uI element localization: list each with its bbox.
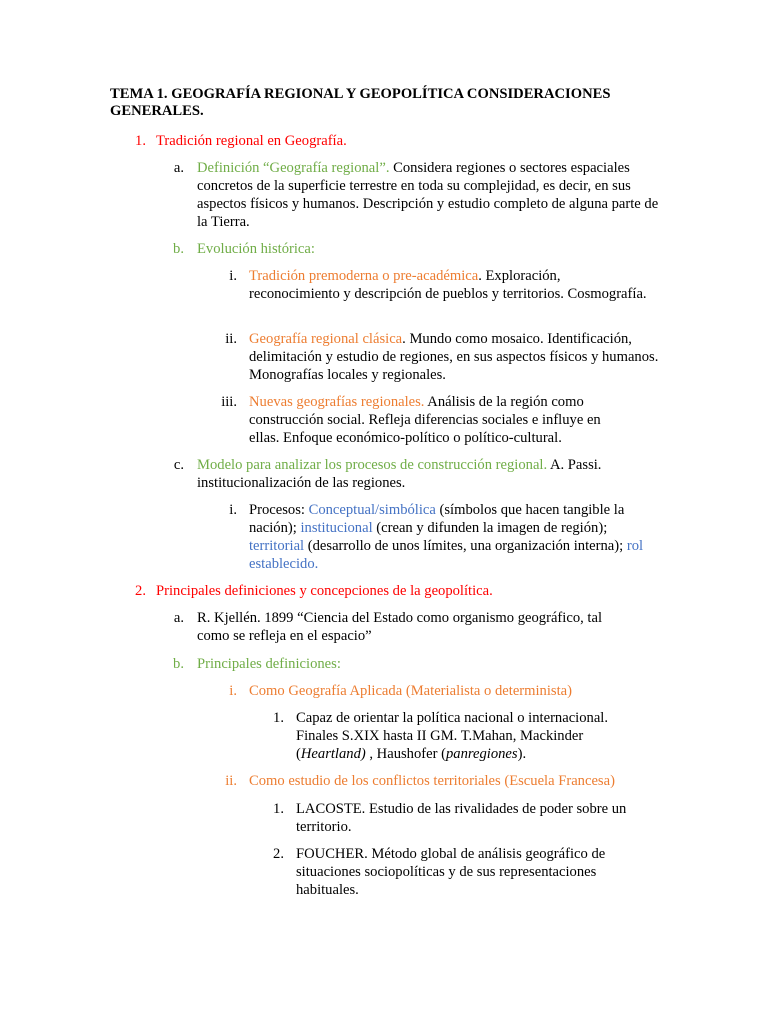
geopolitics-applied-end: ). [517,746,527,762]
process-rol: rol establecido [249,538,644,572]
item-2b-i-marker: i. [229,683,237,699]
item-2b-marker: b. [173,656,184,672]
item-2b-ii-1-text: LACOSTE. Estudio de las rivalidades de poder sobre un territorio. [296,801,627,835]
item-1b-iii-term: Nuevas geografías regionales. [249,394,425,410]
item-1c-i-marker: i. [229,502,237,518]
item-1b-ii-term: Geografía regional clásica [249,331,403,347]
process-institucional-desc: (crean y difunden la imagen de región); [372,520,608,536]
process-territorial-desc: (desarrollo de unos límites, una organización interna); [304,538,627,554]
item-1b-iii-body: Análisis de la región como construcción social. Refleja diferencias sociales e influye en ellas. Enfoque económico-político o político-cultural. [249,394,601,446]
item-1b-iii-marker: iii. [221,394,237,410]
item-1a-term: Definición “Geografía regional”. [197,160,390,176]
item-2b-i-1-text [296,709,636,763]
section-2-heading: Principales definiciones y concepciones de la geopolítica. [156,583,493,599]
item-1a-marker: a. [173,160,184,176]
item-1b-i-body: . Exploración, reconocimiento y descripción de pueblos y territorios. Cosmografía. [249,268,647,302]
term-heartland: Heartland) [300,746,366,762]
section-2-marker: 2. [135,583,146,599]
item-2b-i-heading: Como Geografía Aplicada (Materialista o determinista) [249,683,572,699]
item-2b-ii-marker: ii. [225,773,237,789]
item-1b-iii-text [249,393,634,447]
item-2b-ii-2-marker: 2. [273,846,284,862]
item-1c-text [197,456,642,492]
geopolitics-applied-desc: Capaz de orientar la política nacional o internacional. Finales S.XIX hasta II GM. T.Mahan, Mackinder ( [296,710,609,762]
item-1b-ii-body: . Mundo como mosaico. Identificación, delimitación y estudio de regiones, en sus aspectos físicos y humanos. Monografías locales y regionales. [249,331,659,383]
item-1c-body: A. Passi. institucionalización de las regiones. [197,457,602,491]
procesos-label: Procesos: [249,502,309,518]
section-1-heading: Tradición regional en Geografía. [156,133,347,149]
section-1-marker: 1. [135,133,146,149]
item-1b-ii-marker: ii. [225,331,237,347]
item-2b-ii-heading: Como estudio de los conflictos territoriales (Escuela Francesa) [249,773,615,789]
document-title: TEMA 1. GEOGRAFÍA REGIONAL Y GEOPOLÍTICA CONSIDERACIONES GENERALES. [110,86,611,119]
process-conceptual: Conceptual/simbólica [308,502,436,518]
process-conceptual-desc: (símbolos que hacen tangible la nación); [249,502,625,536]
item-2a-marker: a. [173,610,184,626]
item-2a-text: R. Kjellén. 1899 “Ciencia del Estado como organismo geográfico, tal como se refleja en el espacio” [197,610,603,644]
item-1c-i-text [249,501,653,573]
item-1b-i-marker: i. [229,268,237,284]
item-2b-heading: Principales definiciones: [197,656,341,672]
item-1b-heading: Evolución histórica: [197,241,315,257]
item-2b-i-1-marker: 1. [273,710,284,726]
item-1c-marker: c. [173,457,184,473]
item-1a-body: Considera regiones o sectores espaciales concretos de la superficie terrestre en toda su complejidad, es decir, en sus aspectos físicos y humanos. Descripción y estudio completo de alguna parte de la Tierra. [197,160,659,230]
item-1c-term: Modelo para analizar los procesos de construcción regional. [197,457,548,473]
item-1a-text [197,159,662,231]
item-1b-marker: b. [173,241,184,257]
process-rol-end: . [314,556,319,572]
term-panregiones: panregiones [445,746,518,762]
item-2b-ii-2-text: FOUCHER. Método global de análisis geográfico de situaciones sociopolíticas y de sus representaciones habituales. [296,846,606,898]
process-institucional: institucional [300,520,373,536]
item-1b-ii-text [249,330,659,384]
process-territorial: territorial [249,538,305,554]
item-1b-i-text [249,267,654,303]
item-2b-ii-1-marker: 1. [273,801,284,817]
geopolitics-haushofer: , Haushofer ( [365,746,446,762]
item-1b-i-term: Tradición premoderna o pre-académica [249,268,479,284]
